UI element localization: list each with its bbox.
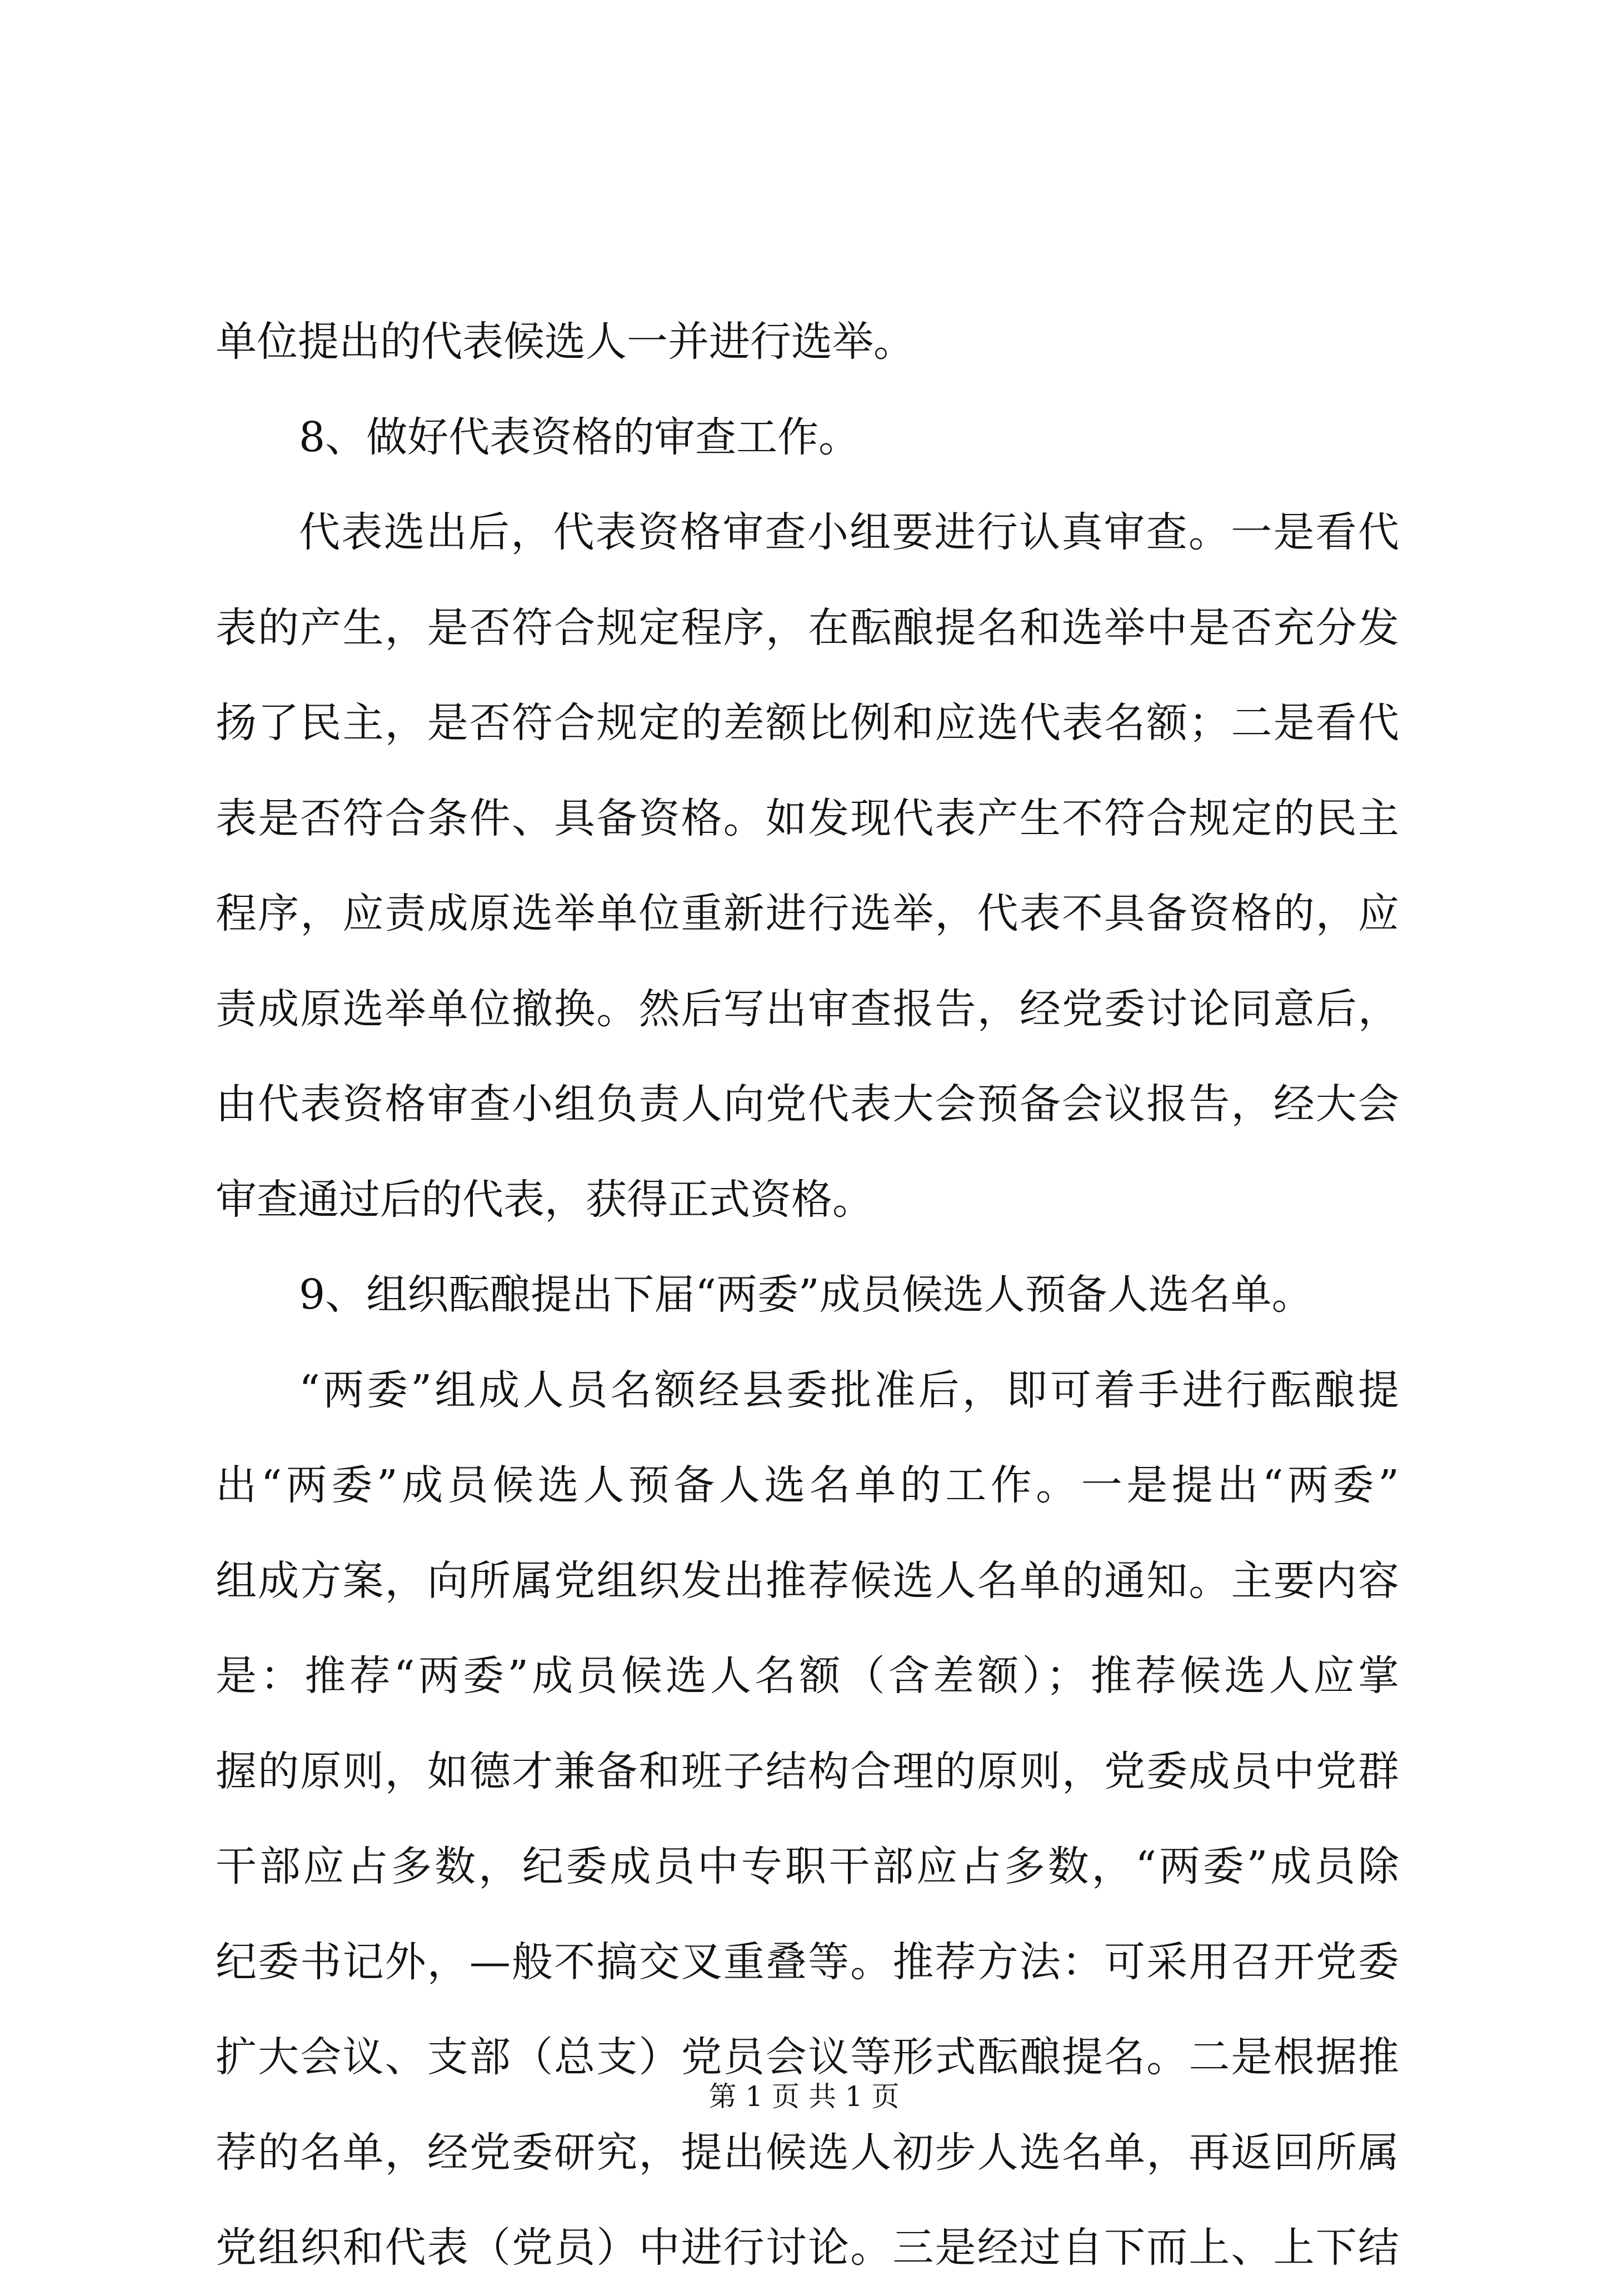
text-line: 纪委书记外，—般不搞交叉重叠等。推荐方法：可采用召开党委 <box>216 1938 1399 1986</box>
text-line: 党组织和代表（党员）中进行讨论。三是经过自下而上、上下结 <box>216 2224 1399 2272</box>
text-line: 荐的名单，经党委研究，提出候选人初步人选名单，再返回所属 <box>216 2128 1399 2177</box>
text-line: 扬了民主，是否符合规定的差额比例和应选代表名额；二是看代 <box>216 699 1399 747</box>
text-line: 表是否符合条件、具备资格。如发现代表产生不符合规定的民主 <box>216 794 1399 842</box>
text-line: 干部应占多数，纪委成员中专职干部应占多数，“两委”成员除 <box>216 1843 1399 1890</box>
text-line: 组成方案，向所属党组织发出推荐候选人名单的通知。主要内容 <box>216 1556 1399 1605</box>
text-line: 程序，应责成原选举单位重新进行选举，代表不具备资格的，应 <box>216 890 1399 937</box>
text-line: 责成原选举单位撤换。然后写出审查报告，经党委讨论同意后， <box>216 985 1399 1033</box>
text-line: 扩大会议、支部（总支）党员会议等形式酝酿提名。二是根据推 <box>216 2033 1399 2081</box>
text-line: 9、组织酝酿提出下届“两委”成员候选人预备人选名单。 <box>299 1271 1313 1319</box>
text-line: 出“两委”成员候选人预备人选名单的工作。一是提出“两委” <box>216 1461 1399 1509</box>
document-body <box>216 295 1399 2296</box>
page-footer: 第 1 页 共 1 页 <box>708 2080 900 2113</box>
text-line: 审查通过后的代表，获得正式资格。 <box>216 1175 873 1224</box>
text-line: 由代表资格审查小组负责人向党代表大会预备会议报告，经大会 <box>216 1080 1399 1128</box>
text-line: 握的原则，如德才兼备和班子结构合理的原则，党委成员中党群 <box>216 1747 1399 1795</box>
text-line: 代表选出后，代表资格审查小组要进行认真审查。一是看代 <box>299 508 1399 556</box>
text-line: 8、做好代表资格的审查工作。 <box>299 413 860 461</box>
text-line: 表的产生，是否符合规定程序，在酝酿提名和选举中是否充分发 <box>216 603 1399 652</box>
text-line: “两委”组成人员名额经县委批准后，即可着手进行酝酿提 <box>299 1366 1399 1414</box>
text-line: 单位提出的代表候选人一并进行选举。 <box>216 318 915 366</box>
text-line: 是：推荐“两委”成员候选人名额（含差额）；推荐候选人应掌 <box>216 1652 1399 1700</box>
